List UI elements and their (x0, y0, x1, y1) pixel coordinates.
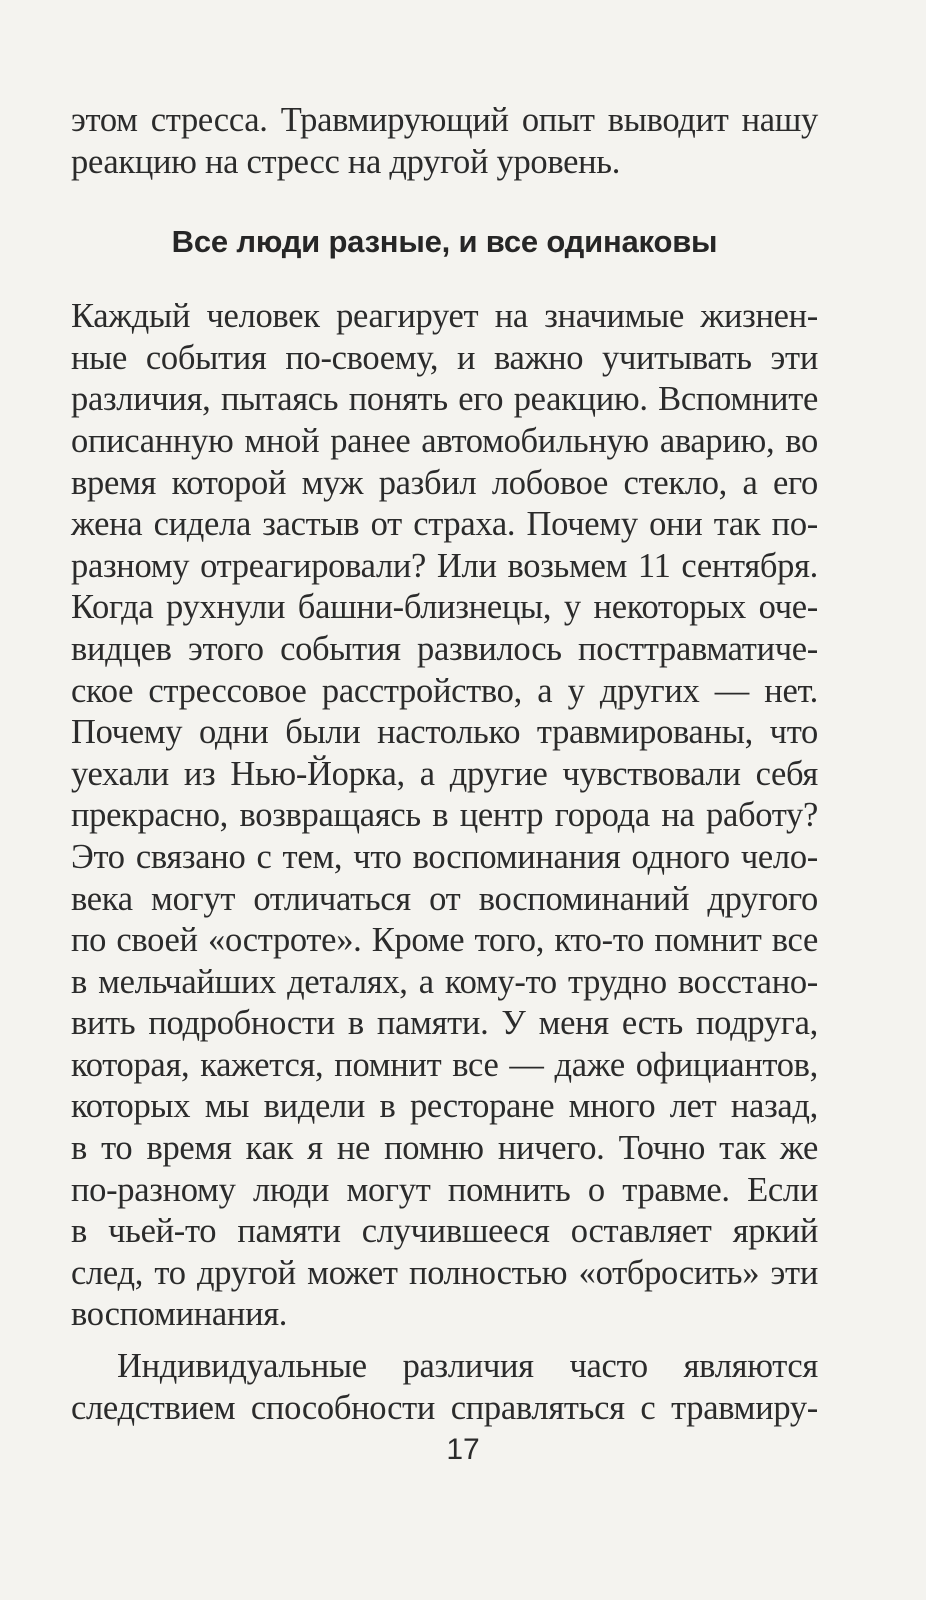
text-line: в то время как я не помню ничего. Точно так же (71, 1129, 818, 1168)
text-line: различия, пытаясь понять его реакцию. Вспомните (71, 380, 818, 419)
text-line: по-разному люди могут помнить о травме. Если (71, 1170, 818, 1209)
text-line: Каждый человек реагирует на значимые жизнен- (71, 297, 818, 336)
page-number: 17 (446, 1433, 480, 1466)
text-line: разному отреагировали? Или возьмем 11 сентября. (71, 546, 818, 585)
text-line: время которой муж разбил лобовое стекло, а его (71, 463, 818, 502)
paragraph-2 (71, 1346, 818, 1429)
text-line: вить подробности в памяти. У меня есть подруга, (71, 1004, 818, 1043)
text-line: следствием способности справляться с травмиру- (71, 1388, 818, 1427)
text-line: которая, кажется, помнит все — даже официантов, (71, 1045, 818, 1084)
text-line: которых мы видели в ресторане много лет назад, (71, 1087, 818, 1126)
text-line: воспоминания. (71, 1295, 288, 1334)
text-line: жена сидела застыв от страха. Почему они так по- (71, 505, 818, 544)
text-line: века могут отличаться от воспоминаний другого (71, 879, 818, 918)
text-line: этом стресса. Травмирующий опыт выводит нашу (71, 101, 818, 139)
text-line: описанную мной ранее автомобильную аварию, во (71, 421, 818, 460)
text-line: реакцию на стресс на другой уровень. (71, 142, 621, 181)
text-line: след, то другой может полностью «отбросить» эти (71, 1253, 818, 1292)
text-line: Это связано с тем, что воспоминания одного чело- (71, 837, 818, 876)
text-line: видцев этого события развилось посттравматиче- (71, 629, 818, 668)
text-line: ные события по-своему, и важно учитывать эти (71, 338, 818, 377)
text-line: Индивидуальные различия часто являются (117, 1347, 818, 1386)
paragraph-1 (71, 296, 818, 1336)
text-line: Почему одни были настолько травмированы, что (71, 713, 818, 752)
text-line: уехали из Нью-Йорка, а другие чувствовали себя (71, 754, 818, 793)
text-line: по своей «остроте». Кроме того, кто-то помнит все (71, 921, 818, 960)
section-heading: Все люди разные, и все одинаковы (171, 224, 718, 260)
text-line: Когда рухнули башни-близнецы, у некоторых оче- (71, 588, 818, 627)
text-line: в мельчайших деталях, а кому-то трудно восстано- (71, 962, 818, 1001)
text-line: прекрасно, возвращаясь в центр города на работу? (71, 796, 818, 835)
intro-text (71, 100, 818, 183)
text-line: в чьей-то памяти случившееся оставляет яркий (71, 1212, 818, 1251)
text-line: ское стрессовое расстройство, а у других — нет. (71, 671, 818, 710)
